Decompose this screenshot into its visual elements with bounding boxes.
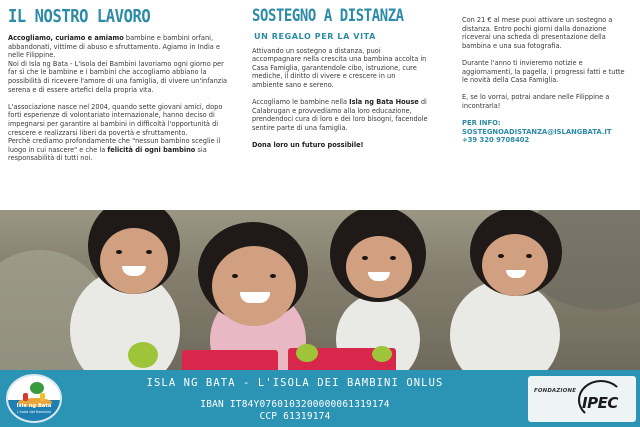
details-paragraph-1: Con 21 € al mese puoi attivare un sostegno a distanza. Entro pochi giorni dalla donazione riceverai una scheda di presentazione della bambina e una sua fotografia.: [462, 16, 613, 50]
footer-ccp: CCP 61319174: [259, 411, 331, 422]
our-work-paragraph-3: [8, 103, 230, 163]
child-4-eye: [526, 254, 532, 258]
logo-figure: [40, 393, 45, 401]
column-distance-support: [252, 6, 428, 158]
ipec-name: IPEC: [582, 394, 618, 412]
distance-support-title: SOSTEGNO A DISTANZA: [252, 6, 404, 26]
details-paragraph-2: Durante l'anno ti invieremo notizie e aggiornamenti, la pagella, i progressi fatti e tutte le novità della Casa Famiglia.: [462, 58, 625, 85]
our-work-text-3: L'associazione nasce nel 2004, quando sette giovani amici, dopo forti esperienze di volontariato internazionale, hanno deciso di impegnarsi per garantire ai bambini in difficoltà l'opportunità di crescere e realizzarsi liberi da povertà e sfruttamento.: [8, 102, 223, 137]
fondazione-label: FONDAZIONE: [534, 388, 577, 394]
child-1-face: [100, 228, 168, 294]
column-details: [462, 16, 632, 144]
logo-subtitle: L'isola dei Bambini: [17, 410, 51, 414]
child-4-eye: [498, 254, 504, 258]
our-work-text-2: Noi di Isla ng Bata - L'isola dei Bambini lavoriamo ogni giorno per far sì che le bambine e i bambini che accogliamo abbiano la possibilità di ricevere l'amore di una famiglia, di vivere un'infanzia serena e di essere artefici della propria vita.: [8, 59, 228, 94]
distance-support-cta: Dona loro un futuro possibile!: [252, 141, 364, 150]
child-1-eye: [116, 250, 122, 254]
children-photo: [0, 210, 640, 370]
distance-support-bold-2: Isla ng Bata House: [349, 98, 419, 107]
content-area: [0, 0, 640, 210]
info-label: PER INFO:: [462, 119, 501, 128]
distance-support-text-2-end: di Calabrugan e provvediamo alla loro educazione, prendendoci cura di loro e dei loro bisogni, facendole sentire parte di una famiglia.: [252, 98, 428, 132]
red-basket: [182, 350, 278, 370]
footer-title: ISLA NG BATA - L'ISOLA DEI BAMBINI ONLUS: [146, 377, 444, 389]
our-work-text-1: bambine e bambini orfani, abbandonati, vittime di abuso e sfruttamento. Agiamo in India e nelle Filippine.: [8, 34, 221, 60]
distance-support-text-2: Accogliamo le bambine nella: [252, 98, 350, 107]
details-paragraph-3: E, se lo vorrai, potrai andare nelle Filippine a incontrarla!: [462, 93, 610, 110]
green-fruit: [296, 344, 318, 362]
child-2-smile: [240, 292, 270, 303]
child-3-eye: [390, 256, 396, 260]
child-3-eye: [362, 256, 368, 260]
our-work-bold-4: felicità di ogni bambino: [107, 145, 196, 154]
child-4-face: [482, 234, 548, 296]
child-3-face: [346, 236, 412, 298]
distance-support-subtitle: UN REGALO PER LA VITA: [254, 32, 376, 41]
distance-support-paragraph-2: [252, 98, 428, 132]
logo-figure: [23, 393, 28, 401]
child-2-eye: [232, 274, 238, 278]
island-logo-icon: [6, 374, 62, 423]
green-fruit: [372, 346, 392, 362]
green-fruit: [128, 342, 158, 368]
child-1-eye: [146, 250, 152, 254]
column-our-work: [8, 6, 230, 172]
footer-iban: IBAN IT84Y0760103200000061319174: [200, 399, 390, 410]
fondazione-ipec-logo-icon: [528, 376, 636, 422]
child-2-eye: [270, 274, 276, 278]
distance-support-paragraph-3: [252, 141, 428, 150]
logo-name: Isla ng Bata: [16, 403, 52, 409]
footer-bar: [0, 370, 640, 427]
our-work-paragraph-1: [8, 34, 230, 94]
info-email-link[interactable]: SOSTEGNOADISTANZA@ISLANGBATA.IT: [462, 127, 612, 136]
our-work-title: IL NOSTRO LAVORO: [8, 6, 151, 27]
our-work-text-4: Perchè crediamo profondamente che "nessun bambino sceglie il luogo in cui nascere" e che la: [8, 137, 221, 154]
info-phone-link[interactable]: +39 320 9708402: [462, 135, 530, 144]
our-work-bold-1: Accogliamo, curiamo e amiamo: [8, 34, 124, 42]
our-work-text-4-end: sia responsabilità di tutti noi.: [8, 145, 207, 163]
distance-support-paragraph-1: Attivando un sostegno a distanza, puoi accompagnare nella crescita una bambina accolta in Casa Famiglia, garantendole cibo, istruzione, cure mediche, il diritto di vivere e crescere in un ambiente sano e sereno.: [252, 46, 427, 89]
child-2-face: [212, 246, 296, 326]
